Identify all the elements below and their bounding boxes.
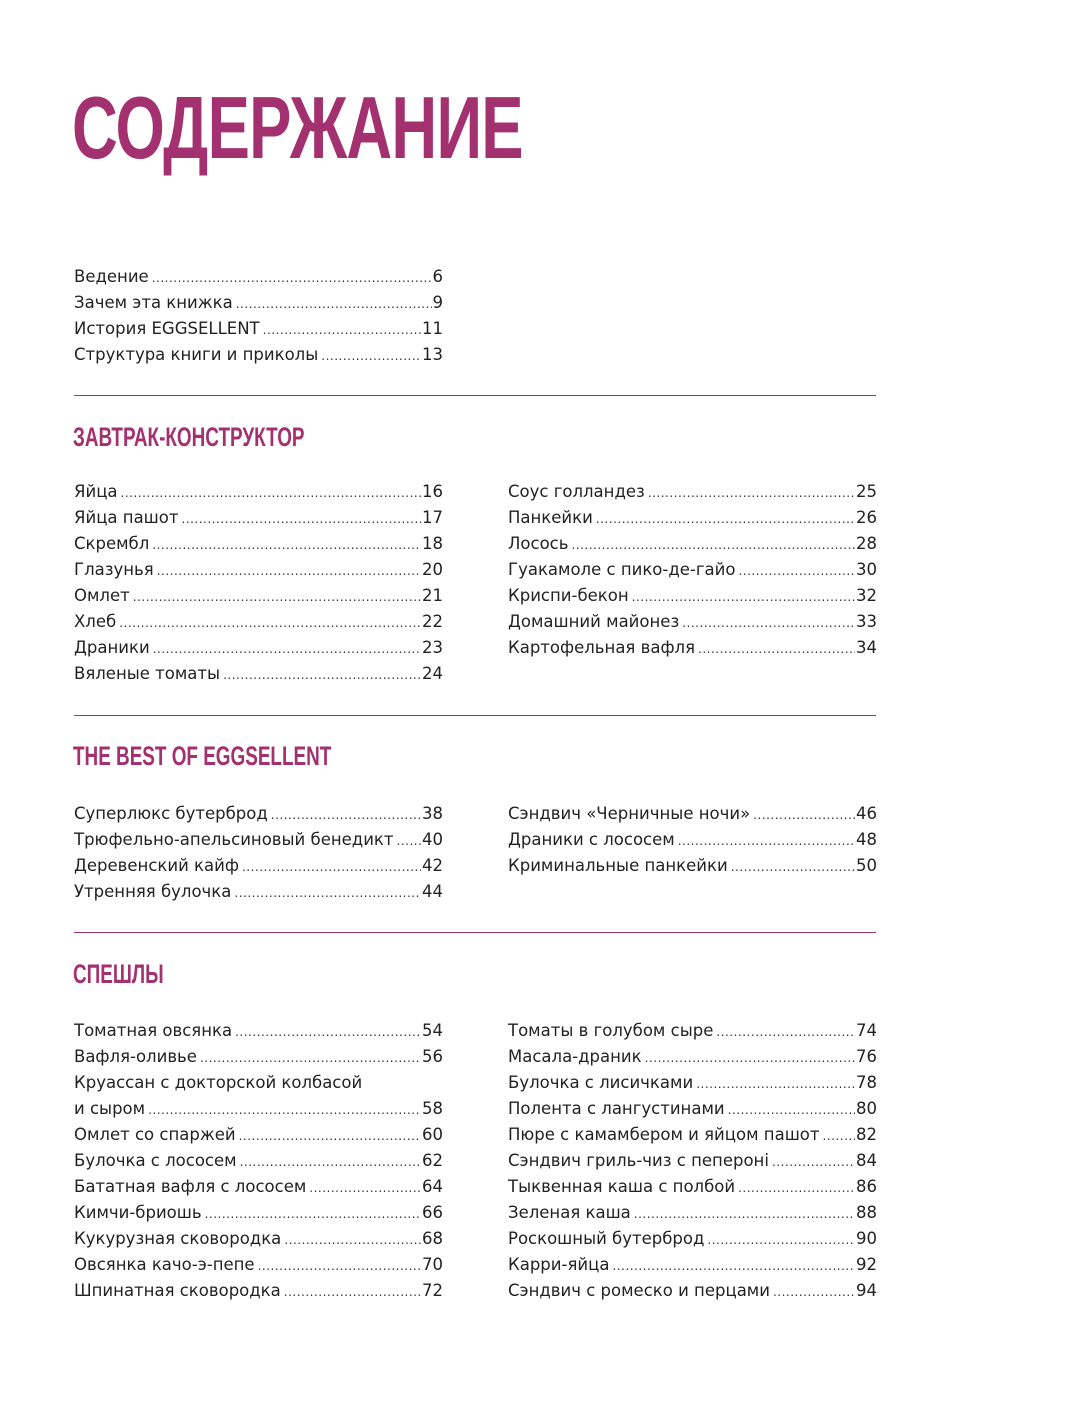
- dot-leader: [240, 1149, 421, 1175]
- toc-entry: [508, 1018, 877, 1044]
- toc-entry: [508, 1122, 877, 1148]
- toc-page-number: 80: [856, 1099, 877, 1118]
- toc-entry: [508, 479, 877, 505]
- toc-entry-title: Структура книги и приколы: [74, 345, 319, 364]
- section-best-of-right-list: [508, 801, 877, 879]
- toc-entry-title: Криминальные панкейки: [508, 856, 728, 875]
- toc-page-number: 88: [856, 1203, 877, 1222]
- toc-entry-title: Гуакамоле с пико-де-гайо: [508, 560, 736, 579]
- toc-entry-title: Пюре с камамбером и яйцом пашот: [508, 1125, 820, 1144]
- toc-entry: [74, 801, 443, 827]
- toc-entry: [508, 827, 877, 853]
- toc-entry-title: Сэндвич «Черничные ночи»: [508, 804, 751, 823]
- toc-page-number: 66: [422, 1203, 443, 1222]
- toc-entry: [508, 801, 877, 827]
- dot-leader: [121, 480, 421, 506]
- dot-leader: [612, 1253, 855, 1279]
- dot-leader: [753, 802, 855, 828]
- dot-leader: [119, 610, 421, 636]
- dot-leader: [223, 662, 421, 688]
- section-specials-left-list: [74, 1018, 443, 1304]
- toc-entry: [74, 557, 443, 583]
- toc-entry-title: Батaтная вафля с лососем: [74, 1177, 307, 1196]
- dot-leader: [571, 532, 855, 558]
- toc-entry-title: Картофельная вафля: [508, 638, 696, 657]
- toc-entry: [508, 635, 877, 661]
- toc-entry-title: Криспи-бекон: [508, 586, 629, 605]
- dot-leader: [823, 1123, 856, 1149]
- toc-entry-title: Сэндвич гриль-чиз с пепероні: [508, 1151, 769, 1170]
- toc-page-number: 40: [422, 830, 443, 849]
- toc-entry: [74, 1252, 443, 1278]
- dot-leader: [284, 1279, 421, 1305]
- dot-leader: [234, 880, 421, 906]
- toc-page-number: 33: [856, 612, 877, 631]
- toc-entry: [74, 531, 443, 557]
- toc-entry-title: Овсянка качо-э-пепе: [74, 1255, 255, 1274]
- toc-entry: [74, 853, 443, 879]
- dot-leader: [738, 1175, 855, 1201]
- toc-entry-title: Зеленая каша: [508, 1203, 631, 1222]
- toc-entry: [74, 1226, 443, 1252]
- dot-leader: [200, 1045, 421, 1071]
- toc-entry-title: Драники: [74, 638, 150, 657]
- toc-page-number: 42: [422, 856, 443, 875]
- intro-list: [74, 264, 443, 368]
- toc-entry: [508, 1148, 877, 1174]
- dot-leader: [772, 1149, 855, 1175]
- dot-leader: [242, 854, 421, 880]
- toc-entry: [74, 505, 443, 531]
- toc-entry-title: Хлеб: [74, 612, 117, 631]
- toc-entry-title: Томаты в голубом сыре: [508, 1021, 714, 1040]
- toc-page-number: 60: [422, 1125, 443, 1144]
- toc-entry-title: Глазунья: [74, 560, 154, 579]
- section-title-breakfast-builder: ЗАВТРАК-КОНСТРУКТОР: [73, 422, 305, 452]
- dot-leader: [707, 1227, 855, 1253]
- toc-entry-title: Ведение: [74, 267, 149, 286]
- toc-page-number: 34: [856, 638, 877, 657]
- toc-entry: [74, 1044, 443, 1070]
- toc-page-number: 23: [422, 638, 443, 657]
- toc-page-number: 64: [422, 1177, 443, 1196]
- toc-entry-title: Сэндвич с ромеско и перцами: [508, 1281, 770, 1300]
- section-breakfast-right-list: [508, 479, 877, 661]
- dot-leader: [181, 506, 421, 532]
- section-title-best-of: THE BEST OF EGGSELLENT: [73, 741, 332, 771]
- toc-entry: [74, 583, 443, 609]
- dot-leader: [696, 1071, 855, 1097]
- toc-entry-title: Шпинатная сковородка: [74, 1281, 281, 1300]
- toc-entry: [508, 1174, 877, 1200]
- toc-page-number: 20: [422, 560, 443, 579]
- toc-entry: [508, 853, 877, 879]
- toc-page-number: 72: [422, 1281, 443, 1300]
- toc-page-number: 38: [422, 804, 443, 823]
- toc-entry-title: Трюфельно-апельсиновый бенедикт: [74, 830, 394, 849]
- toc-entry: [508, 1070, 877, 1096]
- dot-leader: [634, 1201, 855, 1227]
- toc-entry-title: Яйца пашот: [74, 508, 179, 527]
- toc-entry-title: Булочка с лососем: [74, 1151, 237, 1170]
- dot-leader: [682, 610, 855, 636]
- dot-leader: [205, 1201, 421, 1227]
- toc-page-number: 17: [422, 508, 443, 527]
- toc-entry: [74, 1174, 443, 1200]
- dot-leader: [309, 1175, 421, 1201]
- toc-page-number: 32: [856, 586, 877, 605]
- dot-leader: [157, 558, 421, 584]
- toc-entry: [508, 1226, 877, 1252]
- toc-entry: [74, 342, 443, 368]
- toc-entry: [508, 505, 877, 531]
- toc-page-number: 74: [856, 1021, 877, 1040]
- toc-entry-title: Деревенский кайф: [74, 856, 239, 875]
- dot-leader: [397, 828, 421, 854]
- toc-page-number: 90: [856, 1229, 877, 1248]
- toc-entry: [74, 827, 443, 853]
- toc-entry-title: Круассан с докторской колбасой: [74, 1073, 363, 1092]
- toc-page-number: 92: [856, 1255, 877, 1274]
- dot-leader: [284, 1227, 421, 1253]
- toc-entry: [74, 1278, 443, 1304]
- toc-page-number: 6: [432, 267, 443, 286]
- toc-entry: [74, 264, 443, 290]
- toc-page-number: 28: [856, 534, 877, 553]
- dot-leader: [148, 1097, 421, 1123]
- dot-leader: [133, 584, 421, 610]
- dot-leader: [321, 343, 421, 369]
- toc-page-number: 46: [856, 804, 877, 823]
- toc-entry-title: Омлет: [74, 586, 130, 605]
- toc-page-number: 26: [856, 508, 877, 527]
- dot-leader: [632, 584, 855, 610]
- toc-page-number: 82: [856, 1125, 877, 1144]
- toc-entry-title: Скрембл: [74, 534, 150, 553]
- toc-page-number: 86: [856, 1177, 877, 1196]
- toc-entry-title: Утренняя булочка: [74, 882, 232, 901]
- toc-entry-title-continued: и сыром: [74, 1099, 146, 1118]
- dot-leader: [236, 291, 432, 317]
- dot-leader: [263, 317, 421, 343]
- toc-entry: [74, 661, 443, 687]
- toc-entry-title: Карри-яйца: [508, 1255, 610, 1274]
- page-title: СОДЕРЖАНИЕ: [72, 78, 523, 177]
- toc-entry: [508, 1200, 877, 1226]
- toc-entry: [74, 316, 443, 342]
- toc-entry-title: Лосось: [508, 534, 569, 553]
- toc-page-number: 84: [856, 1151, 877, 1170]
- toc-entry: [508, 557, 877, 583]
- toc-entry: [74, 609, 443, 635]
- divider: [74, 932, 876, 933]
- toc-entry-title: Тыквенная каша с полбой: [508, 1177, 736, 1196]
- toc-entry: [74, 879, 443, 905]
- toc-entry-title: Суперлюкс бутерброд: [74, 804, 268, 823]
- toc-page-number: 62: [422, 1151, 443, 1170]
- toc-entry: [508, 609, 877, 635]
- toc-entry: [74, 1200, 443, 1226]
- divider: [74, 395, 876, 396]
- dot-leader: [258, 1253, 421, 1279]
- toc-page-number: 18: [422, 534, 443, 553]
- toc-entry: [508, 1278, 877, 1304]
- dot-leader: [716, 1019, 855, 1045]
- toc-entry-title: Панкейки: [508, 508, 593, 527]
- dot-leader: [678, 828, 855, 854]
- toc-entry: [74, 1148, 443, 1174]
- dot-leader: [152, 265, 432, 291]
- toc-entry-title: Роскошный бутерброд: [508, 1229, 705, 1248]
- toc-page-number: 24: [422, 664, 443, 683]
- toc-entry: [508, 1096, 877, 1122]
- toc-page-number: 44: [422, 882, 443, 901]
- toc-entry-title: Полента с лангустинами: [508, 1099, 725, 1118]
- toc-page-number: 76: [856, 1047, 877, 1066]
- toc-page-number: 58: [422, 1099, 443, 1118]
- toc-page-number: 13: [422, 345, 443, 364]
- toc-page-number: 48: [856, 830, 877, 849]
- toc-entry-title: Домашний майонез: [508, 612, 680, 631]
- dot-leader: [731, 854, 855, 880]
- toc-entry: [74, 1018, 443, 1044]
- toc-entry-continuation: [74, 1096, 443, 1123]
- toc-page-number: 9: [432, 293, 443, 312]
- toc-entry-title: Яйца: [74, 482, 118, 501]
- dot-leader: [728, 1097, 855, 1123]
- toc-entry-title: Соус голландез: [508, 482, 645, 501]
- toc-entry-title: Томатная овсянка: [74, 1021, 233, 1040]
- toc-entry: [508, 1044, 877, 1070]
- dot-leader: [153, 636, 421, 662]
- toc-page-number: 54: [422, 1021, 443, 1040]
- toc-entry-title: Омлет со спаржей: [74, 1125, 236, 1144]
- divider: [74, 715, 876, 716]
- toc-page-number: 16: [422, 482, 443, 501]
- toc-entry: [74, 635, 443, 661]
- toc-page-number: 22: [422, 612, 443, 631]
- toc-entry-title: Булочка с лисичками: [508, 1073, 694, 1092]
- toc-page-number: 70: [422, 1255, 443, 1274]
- dot-leader: [645, 1045, 855, 1071]
- dot-leader: [738, 558, 855, 584]
- toc-entry-title: История EGGSELLENT: [74, 319, 260, 338]
- toc-page-number: 21: [422, 586, 443, 605]
- toc-page-number: 68: [422, 1229, 443, 1248]
- toc-entry-title: Драники с лососем: [508, 830, 675, 849]
- section-best-of-left-list: [74, 801, 443, 905]
- toc-entry-title: Масала-драник: [508, 1047, 642, 1066]
- toc-page-number: 50: [856, 856, 877, 875]
- dot-leader: [152, 532, 421, 558]
- dot-leader: [235, 1019, 421, 1045]
- toc-entry: [508, 531, 877, 557]
- dot-leader: [773, 1279, 855, 1305]
- toc-entry: [74, 1070, 443, 1122]
- dot-leader: [648, 480, 855, 506]
- section-specials-right-list: [508, 1018, 877, 1304]
- toc-entry: [74, 479, 443, 505]
- dot-leader: [239, 1123, 421, 1149]
- section-breakfast-left-list: [74, 479, 443, 687]
- toc-entry-title: Зачем эта книжка: [74, 293, 233, 312]
- dot-leader: [271, 802, 421, 828]
- section-title-specials: СПЕШЛЫ: [73, 959, 164, 989]
- toc-page-number: 25: [856, 482, 877, 501]
- dot-leader: [698, 636, 855, 662]
- toc-page-number: 11: [422, 319, 443, 338]
- toc-entry-title: Кукурузная сковородка: [74, 1229, 282, 1248]
- toc-page-number: 78: [856, 1073, 877, 1092]
- dot-leader: [596, 506, 855, 532]
- toc-entry: [74, 290, 443, 316]
- toc-entry: [74, 1122, 443, 1148]
- toc-entry-title: Кимчи-бриошь: [74, 1203, 202, 1222]
- toc-page-number: 30: [856, 560, 877, 579]
- toc-entry-title: Вяленые томаты: [74, 664, 221, 683]
- toc-entry: [508, 1252, 877, 1278]
- toc-entry-title: Вафля-оливье: [74, 1047, 197, 1066]
- toc-page-number: 94: [856, 1281, 877, 1300]
- toc-page-number: 56: [422, 1047, 443, 1066]
- toc-entry: [508, 583, 877, 609]
